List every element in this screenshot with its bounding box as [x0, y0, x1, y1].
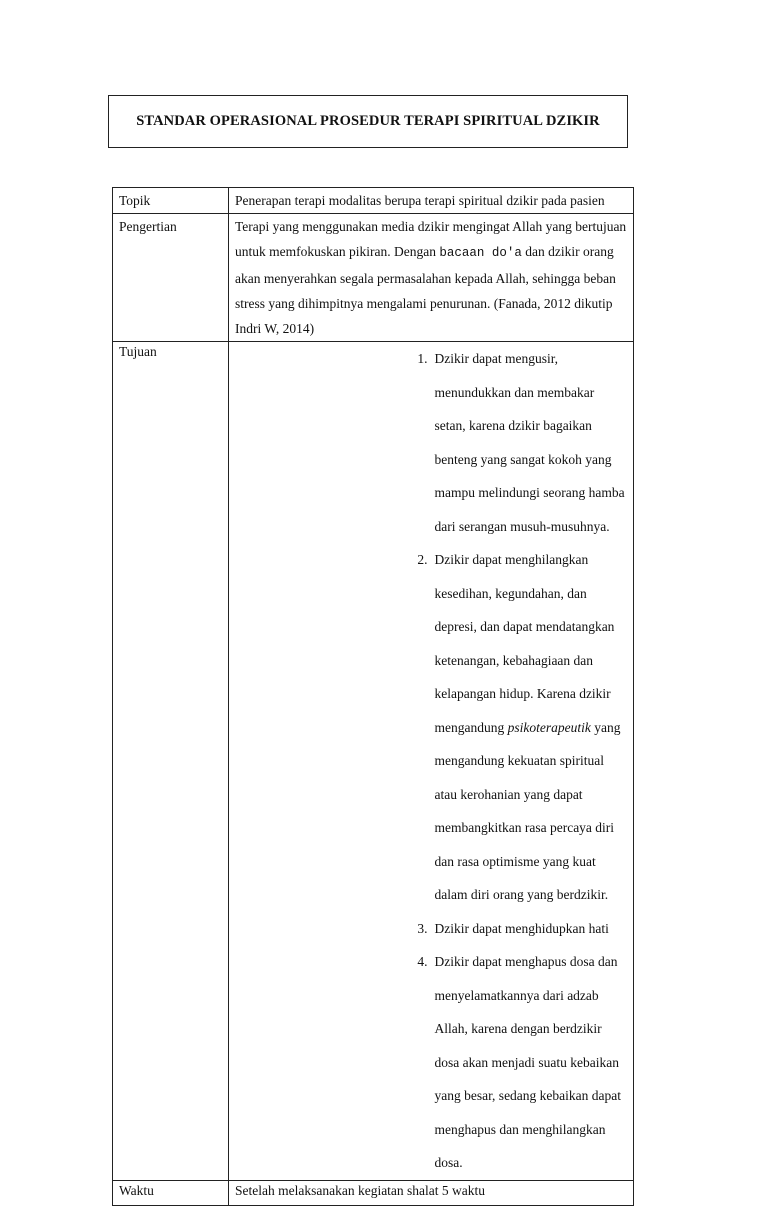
list-item-text: Dzikir dapat menghapus dosa dan menyelamatkannya dari adzab Allah, karena dengan berdzikir dosa akan menjadi suatu kebaikan yang besar, sedang kebaikan dapat menghapus dan menghilangkan dosa.: [434, 954, 622, 1170]
row-label-topik: Topik: [113, 188, 229, 214]
list-item-text: Dzikir dapat menghidupkan hati: [434, 920, 609, 936]
list-item-text: [435, 543, 628, 912]
list-item: [235, 342, 627, 543]
table-row-waktu: [113, 1180, 634, 1205]
sop-table: [112, 187, 634, 1206]
list-item-number: 1.: [417, 351, 428, 366]
document-title: STANDAR OPERASIONAL PROSEDUR TERAPI SPIRITUAL DZIKIR: [108, 95, 628, 148]
pengertian-text-a: Terapi yang menggunakan media dzikir mengingat Allah yang bertujuan untuk memfokuskan pikiran. Dengan: [235, 219, 627, 259]
list-item: [235, 945, 627, 1180]
row-value-tujuan: [229, 342, 634, 1181]
list-item: [235, 543, 627, 912]
row-value-pengertian: [229, 214, 634, 342]
list-item-number: 3.: [417, 920, 428, 936]
list-item-text-a: Dzikir dapat menghilangkan kesedihan, kegundahan, dan depresi, dan dapat mendatangkan ketenangan, kebahagiaan dan kelapangan hidup. Karena dzikir mengandung: [434, 552, 615, 735]
list-item-number: 2.: [417, 552, 428, 567]
list-item-text: Dzikir dapat mengusir, menundukkan dan membakar setan, karena dzikir bagaikan benteng yang sangat kokoh yang mampu melindungi seorang hamba dari serangan musuh-musuhnya.: [434, 351, 625, 534]
pengertian-text-b: dan dzikir orang akan menyerahkan segala permasalahan kepada Allah, sehingga beban stress yang dihimpitnya mengalami penurunan. (Fanada, 2012 dikutip Indri W, 2014): [235, 244, 616, 336]
list-item-text-b: yang mengandung kekuatan spiritual atau kerohanian yang dapat membangkitkan rasa percaya diri dan rasa optimisme yang kuat dalam diri orang yang berdzikir.: [434, 719, 621, 902]
row-label-tujuan: Tujuan: [113, 342, 229, 1181]
table-row-tujuan: [113, 342, 634, 1181]
pengertian-text-mono: bacaan do'a: [439, 246, 522, 260]
row-label-pengertian: Pengertian: [113, 214, 229, 342]
list-item: [235, 912, 627, 946]
row-value-topik: Penerapan terapi modalitas berupa terapi spiritual dzikir pada pasien: [229, 188, 634, 214]
row-value-waktu: Setelah melaksanakan kegiatan shalat 5 waktu: [229, 1180, 634, 1205]
list-item-number: 4.: [417, 954, 428, 969]
list-item-italic-term: psikoterapeutik: [507, 719, 591, 735]
table-row-topik: [113, 188, 634, 214]
row-label-waktu: Waktu: [113, 1180, 229, 1205]
table-row-pengertian: [113, 214, 634, 342]
